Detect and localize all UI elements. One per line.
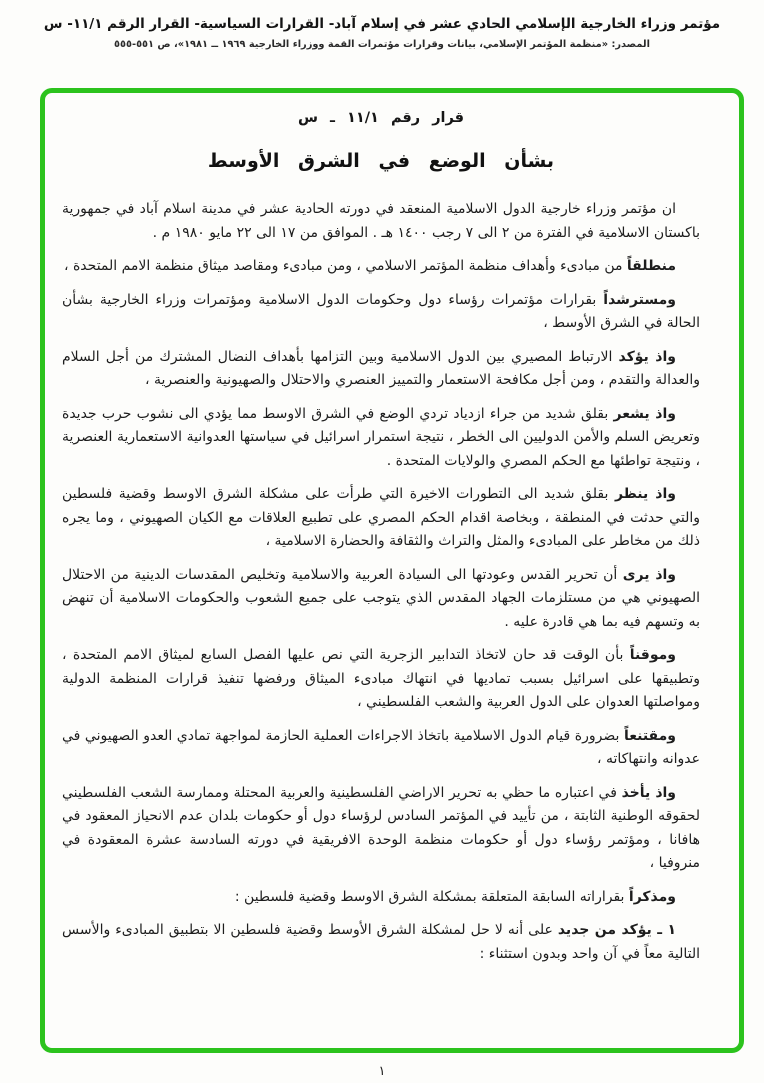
document-body <box>62 98 700 1041</box>
paragraph-text: على أنه لا حل لمشكلة الشرق الأوسط وقضية فلسطين الا بتطبيق المبادىء والأسس التالية معاً في آن واحد وبدون استثناء : <box>62 922 700 962</box>
paragraph <box>62 255 700 279</box>
paragraph-preamble <box>62 198 700 245</box>
resolution-subject-title: بشأن الوضع في الشرق الأوسط <box>207 150 555 172</box>
paragraph-text: بقلق شديد الى التطورات الاخيرة التي طرأت على مشكلة الشرق الاوسط وقضية فلسطين والتي حدثت في المنطقة ، وبخاصة اقدام الحكم المصري على تطبيع العلاقات مع الكيان الصهيوني ، وما يجره ذلك من مخاطر على المبادىء والمثل والتراث والثقافة والحضارة الاسلامية ، <box>62 486 700 550</box>
paragraph-lead: ومقتنعاً <box>623 727 676 744</box>
paragraph-lead: ١ ـ يؤكد من جديد <box>557 922 676 939</box>
paragraph-lead: ومذكراً <box>628 888 676 905</box>
paragraph <box>62 725 700 772</box>
paragraph <box>62 886 700 910</box>
paragraph <box>62 564 700 635</box>
paragraph-lead: واذ ينظر <box>614 486 676 503</box>
paragraph-lead: وموقناً <box>629 647 676 664</box>
paragraph-text: بضرورة قيام الدول الاسلامية باتخاذ الاجراءات العملية الحازمة لمواجهة تمادي العدو الصهيوني في عدوانه وانتهاكاته ، <box>62 727 700 768</box>
document-source-line: المصدر: «منظمة المؤتمر الإسلامي، بيانات وقرارات مؤتمرات القمة ووزراء الخارجية ١٩٦٩ ــ ١٩٨١»، ص ٥٥١-٥٥٥ <box>114 39 650 50</box>
document-header-title: مؤتمر وزراء الخارجية الإسلامي الحادي عشر في إسلام آباد- القرارات السياسية- القرار الرقم ١١/١- س <box>43 16 721 32</box>
document-header <box>14 16 750 50</box>
paragraph-text: ان مؤتمر وزراء خارجية الدول الاسلامية المنعقد في دورته الحادية عشر في مدينة اسلام آباد في جمهورية باكستان الاسلامية في الفترة من ٢ الى ٧ رجب ١٤٠٠ هـ . الموافق من ١٧ الى ٢٢ مايو ١٩٨٠ م . <box>62 201 700 241</box>
paragraph-text: بقلق شديد من جراء ازدياد تردي الوضع في الشرق الاوسط مما يؤدي الى نشوب حرب جديدة وتعريض السلم والأمن الدوليين الى الخطر ، نتيجة استمرار اسرائيل في سياستها العدوانية الاستعمارية العنصرية ، ونتيجة تواطئها مع الحكم المصري والولايات المتحدة . <box>62 405 700 469</box>
paragraph-text: بقراراته السابقة المتعلقة بمشكلة الشرق الاوسط وقضية فلسطين : <box>234 888 629 905</box>
paragraph-text: في اعتباره ما حظي به تحرير الاراضي الفلسطينية والعربية المحتلة وممارسة الشعب الفلسطيني لحقوقه الوطنية الثابتة ، من تأييد في المؤتمر السادس لرؤساء دول أو حكومات بلدان عدم الانحياز المعقود في هافانا ، ومؤتمر رؤساء دول أو حكومات منظمة الوحدة الافريقية في دورته السادسة عشرة المعقودة في منروفيا ، <box>62 784 700 872</box>
paragraph-lead: واذ يأخذ <box>621 784 677 801</box>
paragraph-text: بأن الوقت قد حان لاتخاذ التدابير الزجرية التي نص عليها الفصل السابع لميثاق الامم المتحدة ، وتطبيقها على اسرائيل بسبب تماديها في انتهاك مبادىء الميثاق ورفضها تنفيذ قرارات المنظمة الدولية ومواصلتها العدوان على الدول العربية والشعب الفلسطيني ، <box>62 647 700 711</box>
resolution-number-title: قرار رقم ١١/١ ـ س <box>297 110 465 126</box>
paragraph-lead: ومسترشداً <box>603 291 676 308</box>
paragraph-text: الارتباط المصيري بين الدول الاسلامية وبين التزامها بأهداف النضال المشترك من أجل السلام والعدالة والتقدم ، ومن أجل مكافحة الاستعمار والتمييز العنصري والاحتلال والصهيونية والعنصرية ، <box>62 348 700 389</box>
paragraph <box>62 346 700 393</box>
paragraph <box>62 289 700 336</box>
paragraph <box>62 782 700 876</box>
page-number: ١ <box>378 1064 386 1079</box>
paragraph-lead: واذ يؤكد <box>618 348 676 365</box>
paragraph-lead: منطلقاً <box>626 258 676 275</box>
paragraph <box>62 644 700 715</box>
paragraph <box>62 483 700 554</box>
paragraph <box>62 403 700 474</box>
paragraph-lead: واذ يرى <box>622 566 676 583</box>
paragraph-lead: واذ يشعر <box>613 405 676 422</box>
paragraph-text: أن تحرير القدس وعودتها الى السيادة العربية والاسلامية وتخليص المقدسات الدينية من الاحتلال الصهيوني هي من مستلزمات الجهاد المقدس الذي يتوجب على جميع الشعوب والحكومات الاسلامية أن تنهض به وتسهم فيه بما هي قادرة عليه . <box>62 566 700 630</box>
paragraph-text: بقرارات مؤتمرات رؤساء دول وحكومات الدول الاسلامية ومؤتمرات وزراء الخارجية بشأن الحالة في الشرق الأوسط ، <box>62 291 700 332</box>
paragraph-numbered-item <box>62 919 700 966</box>
paragraph-text: من مبادىء وأهداف منظمة المؤتمر الاسلامي ، ومن مبادىء ومقاصد ميثاق منظمة الامم المتحدة ، <box>64 258 627 275</box>
